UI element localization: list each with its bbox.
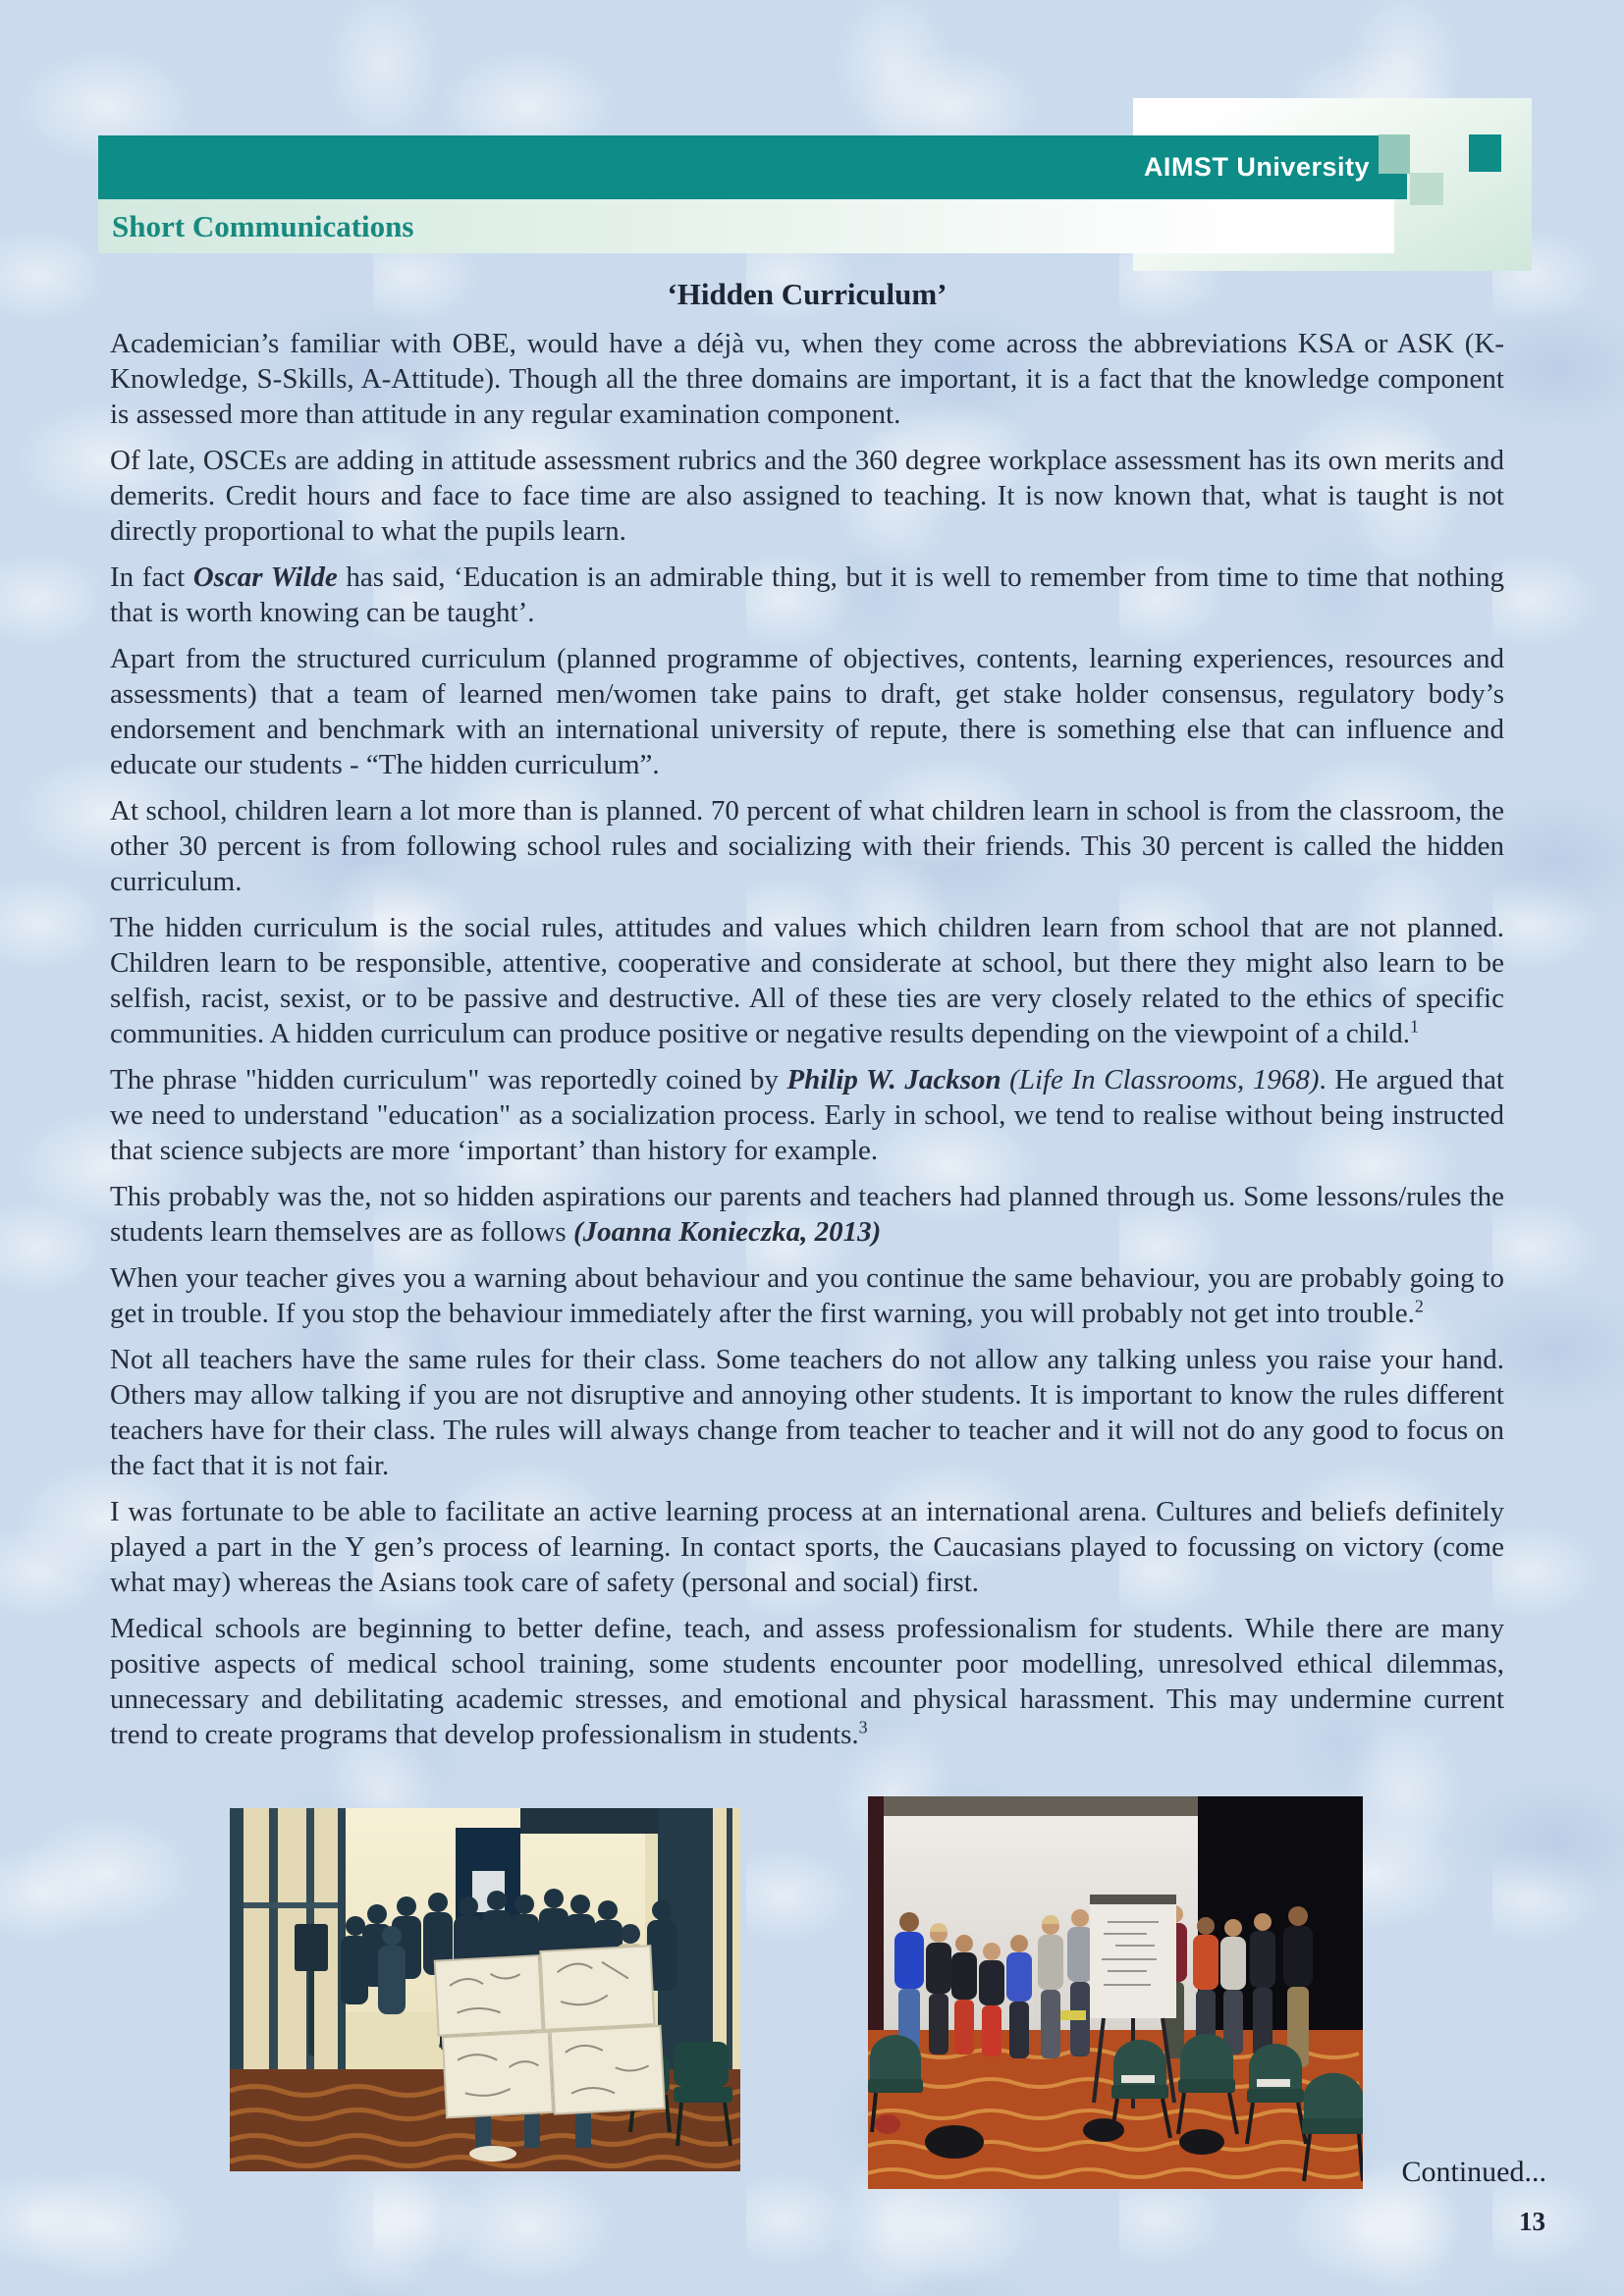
decor-square-2 <box>1410 173 1443 205</box>
photo-group-conference <box>868 1796 1363 2189</box>
paragraph <box>110 1342 1504 1483</box>
text-run: (Joanna Konieczka, 2013) <box>572 1216 882 1248</box>
article-body <box>110 326 1504 1752</box>
conference-group-illustration <box>868 1796 1363 2189</box>
paragraph <box>110 641 1504 782</box>
text-run: Apart from the structured curriculum (planned programme of objectives, contents, learning experiences, resources and assessments) that a team of learned men/women take pains to draft, get stake holder consensus, regulatory body’s endorsement and benchmark with an international university of repute, there is something else that can influence and educate our students - “The hidden curriculum”. <box>110 643 1504 780</box>
text-run: The hidden curriculum is the social rules, attitudes and values which children learn from school that are not planned. Children learn to be responsible, attentive, cooperative and considerate at school, but there they might also learn to be selfish, racist, sexist, or to be passive and destructive. All of these ties are very closely related to the ethics of specific communities. A hidden curriculum can produce positive or negative results depending on the viewpoint of a child. <box>110 912 1504 1049</box>
text-run: Not all teachers have the same rules for their class. Some teachers do not allow any talking unless you raise your hand. Others may allow talking if you are not disruptive and annoying other students. It is important to know the rules different teachers have for their class. The rules will always change from teacher to teacher and it will not do any good to focus on the fact that it is not fair. <box>110 1344 1504 1481</box>
text-run: . He argued that we need to understand "education" as a socialization process. Early in school, we tend to realise without being instructed that science subjects are more ‘important’ than history for example. <box>110 1064 1504 1166</box>
brand-name: AIMST University <box>1143 152 1370 182</box>
text-run: has said, ‘Education is an admirable thing, but it is well to remember from time to time that nothing that is worth knowing can be taught’. <box>110 561 1504 628</box>
workshop-posters-illustration <box>230 1808 740 2171</box>
header-bar <box>98 135 1407 199</box>
text-run: (Life In Classrooms, 1968) <box>1009 1064 1320 1095</box>
decor-square-1 <box>1379 134 1410 174</box>
paragraph <box>110 1179 1504 1250</box>
superscript-ref: 3 <box>858 1717 868 1737</box>
text-run: Oscar Wilde <box>192 561 338 593</box>
text-run: The phrase "hidden curriculum" was reportedly coined by <box>110 1064 787 1095</box>
paragraph <box>110 910 1504 1051</box>
paragraph <box>110 793 1504 899</box>
paragraph <box>110 1062 1504 1168</box>
text-run <box>1001 1064 1010 1095</box>
article <box>110 277 1504 1763</box>
section-bar <box>98 199 1394 253</box>
text-run: At school, children learn a lot more than is planned. 70 percent of what children learn in school is from the classroom, the other 30 percent is from following school rules and socializing with their friends. This 30 percent is called the hidden curriculum. <box>110 795 1504 897</box>
paragraph <box>110 1494 1504 1600</box>
article-title: ‘Hidden Curriculum’ <box>667 277 947 311</box>
text-run: Medical schools are beginning to better define, teach, and assess professionalism for students. While there are many positive aspects of medical school training, some students encounter poor modelling, unresolved ethical dilemmas, unnecessary and debilitating academic stresses, and emotional and physical harassment. This may undermine current trend to create programs that develop professionalism in students. <box>110 1613 1504 1750</box>
paragraph <box>110 1611 1504 1752</box>
text-run: Academician’s familiar with OBE, would have a déjà vu, when they come across the abbreviations KSA or ASK (K-Knowledge, S-Skills, A-Attitude). Though all the three domains are important, it is a fact that the knowledge component is assessed more than attitude in any regular examination component. <box>110 328 1504 430</box>
decor-square-3 <box>1469 134 1501 172</box>
text-run: I was fortunate to be able to facilitate an active learning process at an international arena. Cultures and beliefs definitely played a part in the Y gen’s process of learning. In contact sports, the Caucasians played to focussing on victory (come what may) whereas the Asians took care of safety (personal and social) first. <box>110 1496 1504 1598</box>
continued-note: Continued... <box>1401 2156 1546 2188</box>
paragraph <box>110 560 1504 630</box>
paragraph <box>110 326 1504 432</box>
superscript-ref: 1 <box>1410 1016 1420 1037</box>
text-run: In fact <box>110 561 193 593</box>
paragraph <box>110 1260 1504 1331</box>
text-run: When your teacher gives you a warning about behaviour and you continue the same behaviour, you are probably going to get in trouble. If you stop the behaviour immediately after the first warning, you will probably not get into trouble. <box>110 1262 1504 1329</box>
superscript-ref: 2 <box>1414 1296 1424 1316</box>
text-run: Philip W. Jackson <box>786 1064 1001 1095</box>
paragraph <box>110 443 1504 549</box>
text-run: This probably was the, not so hidden aspirations our parents and teachers had planned through us. Some lessons/rules the students learn themselves are as follows <box>110 1181 1504 1248</box>
text-run: Of late, OSCEs are adding in attitude assessment rubrics and the 360 degree workplace assessment has its own merits and demerits. Credit hours and face to face time are also assigned to teaching. It is now known that, what is taught is not directly proportional to what the pupils learn. <box>110 445 1504 547</box>
section-title: Short Communications <box>112 208 414 243</box>
photo-workshop-posters <box>230 1808 740 2171</box>
page-number: 13 <box>1519 2207 1545 2236</box>
